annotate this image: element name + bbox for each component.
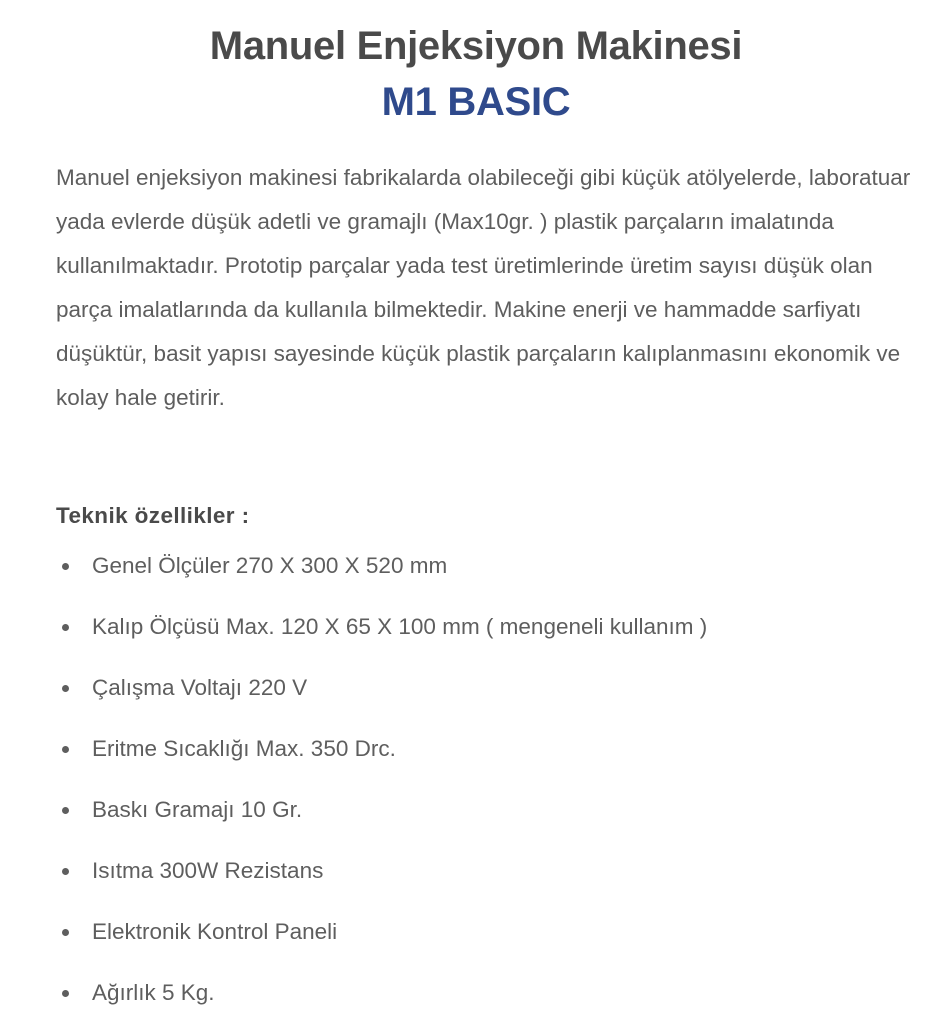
spec-text: Genel Ölçüler 270 X 300 X 520 mm <box>92 553 448 578</box>
specs-heading: Teknik özellikler : <box>56 503 250 528</box>
spec-item <box>56 971 707 1032</box>
spec-text: Elektronik Kontrol Paneli <box>92 919 338 944</box>
bullet-icon <box>62 624 69 631</box>
spec-text: Kalıp Ölçüsü Max. 120 X 65 X 100 mm ( mengeneli kullanım ) <box>92 614 708 639</box>
spec-text: Ağırlık 5 Kg. <box>92 980 215 1005</box>
page-title: Manuel Enjeksiyon Makinesi <box>209 24 743 68</box>
spec-item <box>56 544 707 605</box>
bullet-icon <box>62 685 69 692</box>
spec-item <box>56 727 707 788</box>
model-name: M1 BASIC <box>381 80 571 124</box>
spec-item <box>56 666 707 727</box>
specs-list <box>56 544 707 1032</box>
spec-item <box>56 910 707 971</box>
bullet-icon <box>62 807 69 814</box>
spec-text: Eritme Sıcaklığı Max. 350 Drc. <box>92 736 396 761</box>
bullet-icon <box>62 563 69 570</box>
bullet-icon <box>62 746 69 753</box>
spec-item <box>56 849 707 910</box>
spec-item <box>56 605 707 666</box>
spec-text: Isıtma 300W Rezistans <box>92 858 324 883</box>
spec-text: Baskı Gramajı 10 Gr. <box>92 797 303 822</box>
spec-text: Çalışma Voltajı 220 V <box>92 675 308 700</box>
bullet-icon <box>62 929 69 936</box>
spec-item <box>56 788 707 849</box>
bullet-icon <box>62 868 69 875</box>
bullet-icon <box>62 990 69 997</box>
intro-paragraph: Manuel enjeksiyon makinesi fabrikalarda olabileceği gibi küçük atölyelerde, laboratuar yada evlerde düşük adetli ve gramajlı (Max10gr. ) plastik parçaların imalatında kullanılmaktadır. Prototip parçalar yada test üretimlerinde üretim sayısı düşük olan parça imalatlarında da kullanıla bilmektedir. Makine enerji ve hammadde sarfiyatı düşüktür, basit yapısı sayesinde küçük plastik parçaların kalıplanmasını ekonomik ve kolay hale getirir. <box>56 165 911 410</box>
